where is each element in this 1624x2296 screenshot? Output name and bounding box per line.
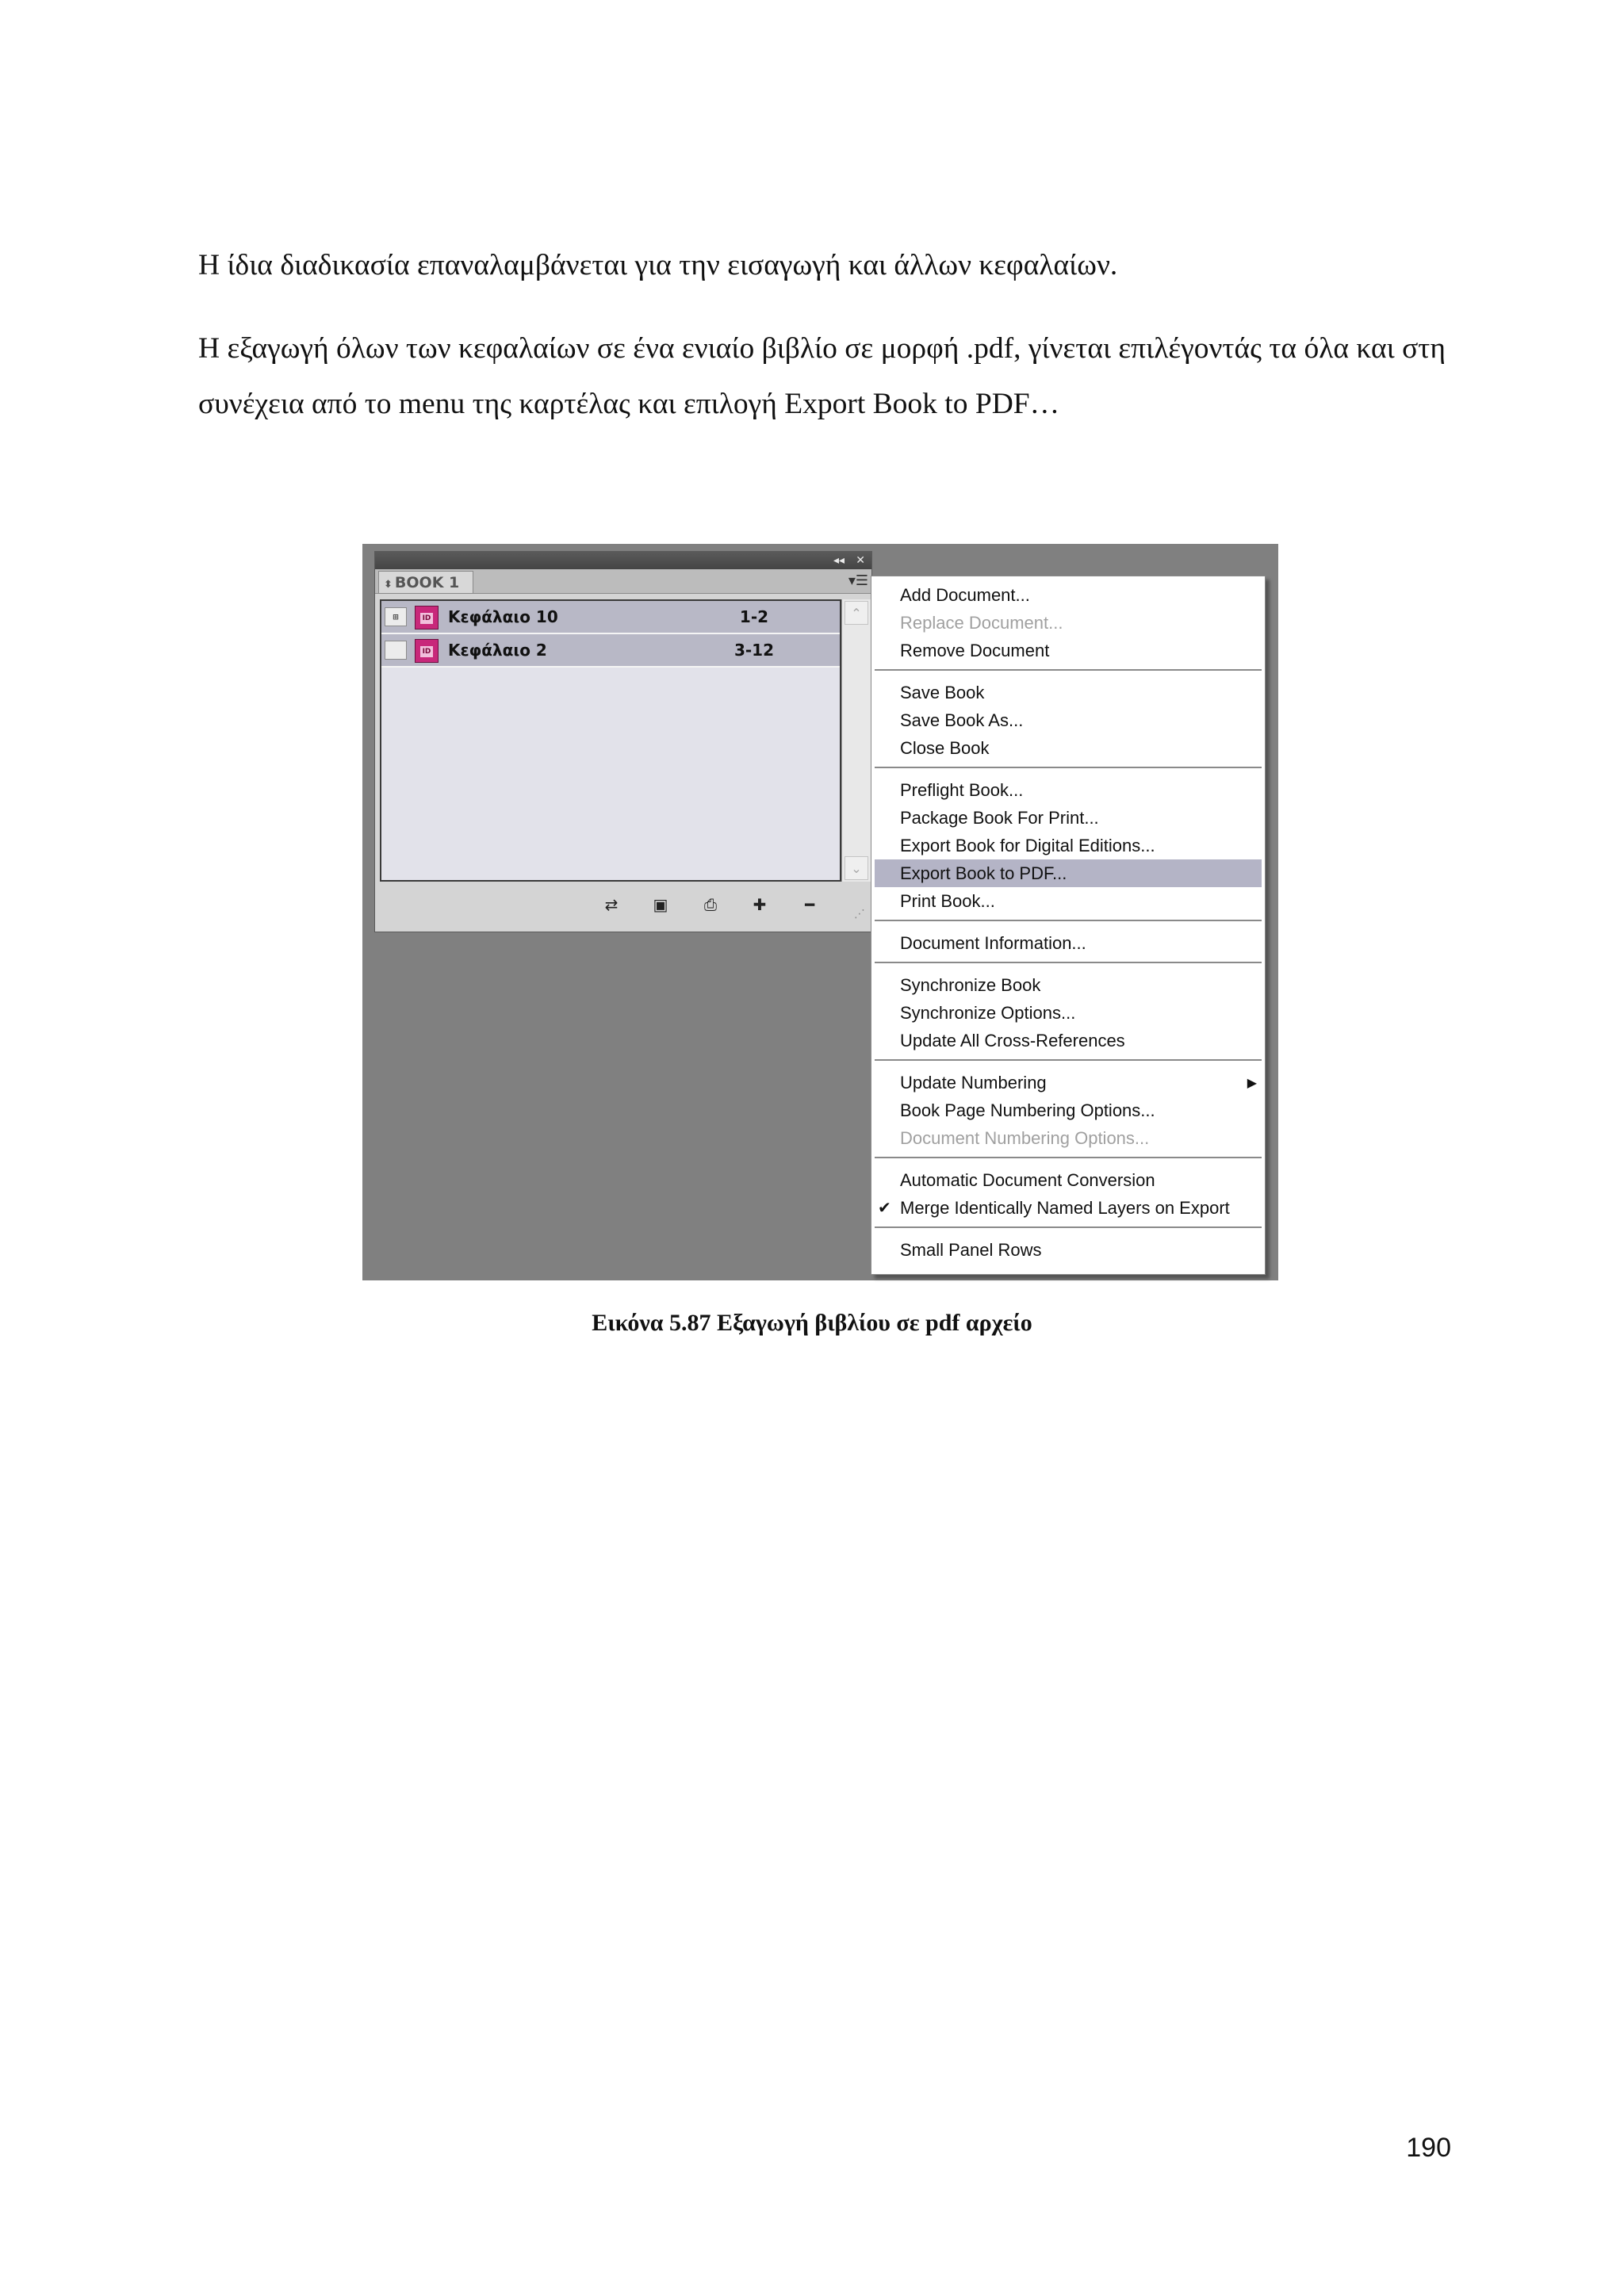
scroll-down-icon[interactable]: ⌄ [845,856,868,880]
screenshot-figure [362,544,1278,1280]
save-icon[interactable]: ▣ [653,895,668,914]
indesign-document-icon: ID [415,639,439,663]
menu-item-document-information[interactable]: Document Information... [900,933,1086,953]
menu-item-save-book-as[interactable]: Save Book As... [900,710,1024,730]
menu-item-add-document[interactable]: Add Document... [900,585,1030,605]
menu-separator [875,920,1262,922]
document-list [380,599,841,882]
menu-item-automatic-conversion[interactable]: Automatic Document Conversion [900,1170,1155,1190]
document-pages: 1-2 [739,607,769,626]
scroll-up-icon[interactable]: ⌃ [845,601,868,625]
menu-item-label: Merge Identically Named Layers on Export [900,1198,1230,1218]
menu-separator [875,1157,1262,1159]
menu-item-book-page-numbering[interactable]: Book Page Numbering Options... [900,1100,1155,1120]
paragraph-intro: Η ίδια διαδικασία επαναλαμβάνεται για την εισαγωγή και άλλων κεφαλαίων. [198,249,1118,281]
document-pages: 3-12 [733,641,775,660]
panel-tabbar [375,569,871,594]
resize-grip-icon[interactable]: ⋰ [854,908,865,920]
menu-item-print-book[interactable]: Print Book... [900,891,995,911]
menu-item-synchronize-options[interactable]: Synchronize Options... [900,1003,1076,1023]
menu-item-update-numbering[interactable] [871,1069,1265,1096]
menu-separator [875,767,1262,769]
menu-separator [875,1059,1262,1062]
menu-item-preflight-book[interactable]: Preflight Book... [900,780,1024,800]
checkmark-icon: ✔ [878,1198,891,1217]
tab-label: BOOK 1 [394,574,460,591]
menu-item-update-cross-references[interactable]: Update All Cross-References [900,1031,1125,1050]
menu-separator [875,1226,1262,1229]
menu-item-export-digital[interactable]: Export Book for Digital Editions... [900,836,1155,855]
list-scrollbar[interactable] [841,599,871,882]
tab-book[interactable] [378,571,473,593]
tab-arrows-icon: ⬍ [384,579,393,591]
menu-separator [875,669,1262,672]
figure-caption: Εικόνα 5.87 Εξαγωγή βιβλίου σε pdf αρχείο [592,1310,1032,1336]
indesign-document-icon: ID [415,606,439,629]
menu-item-small-panel-rows[interactable]: Small Panel Rows [900,1240,1042,1260]
menu-item-label: Update Numbering [900,1073,1047,1093]
document-row[interactable] [381,634,840,668]
menu-item-document-numbering: Document Numbering Options... [900,1128,1150,1148]
submenu-arrow-icon: ▶ [1247,1075,1257,1090]
print-icon[interactable]: ⎙ [704,895,717,914]
panel-footer [375,882,871,932]
synchronize-icon[interactable]: ⇄ [604,895,619,914]
collapse-icon[interactable]: ◂◂ [833,554,845,567]
panel-menu-icon[interactable]: ▾☰ [848,572,868,589]
document-row[interactable] [381,601,840,634]
menu-item-synchronize-book[interactable]: Synchronize Book [900,975,1041,995]
add-document-icon[interactable]: ✚ [753,895,767,914]
page-number: 190 [1406,2133,1451,2163]
document-name: Κεφάλαιο 10 [448,607,558,626]
menu-item-remove-document[interactable]: Remove Document [900,641,1050,660]
menu-item-save-book[interactable]: Save Book [900,683,985,702]
panel-titlebar [375,552,871,569]
paragraph-export: Η εξαγωγή όλων των κεφαλαίων σε ένα ενιαίο βιβλίο σε μορφή .pdf, γίνεται επιλέγοντάς τα όλα και στη συνέχεια από το menu της καρτέλας και επιλογή Export Book to PDF… [198,332,1446,420]
sync-source-checkbox[interactable] [385,641,407,660]
document-name: Κεφάλαιο 2 [448,641,547,660]
remove-document-icon[interactable]: ━ [804,895,815,914]
menu-item-export-pdf[interactable]: Export Book to PDF... [875,859,1262,887]
menu-item-merge-layers[interactable] [871,1194,1265,1222]
book-panel [374,551,872,932]
menu-item-close-book[interactable]: Close Book [900,738,990,758]
sync-source-icon[interactable]: ⊞ [385,607,407,626]
book-panel-menu [871,576,1266,1275]
menu-item-package-book[interactable]: Package Book For Print... [900,808,1099,828]
close-icon[interactable]: ✕ [856,554,865,567]
menu-item-replace-document: Replace Document... [900,613,1063,633]
menu-separator [875,962,1262,964]
